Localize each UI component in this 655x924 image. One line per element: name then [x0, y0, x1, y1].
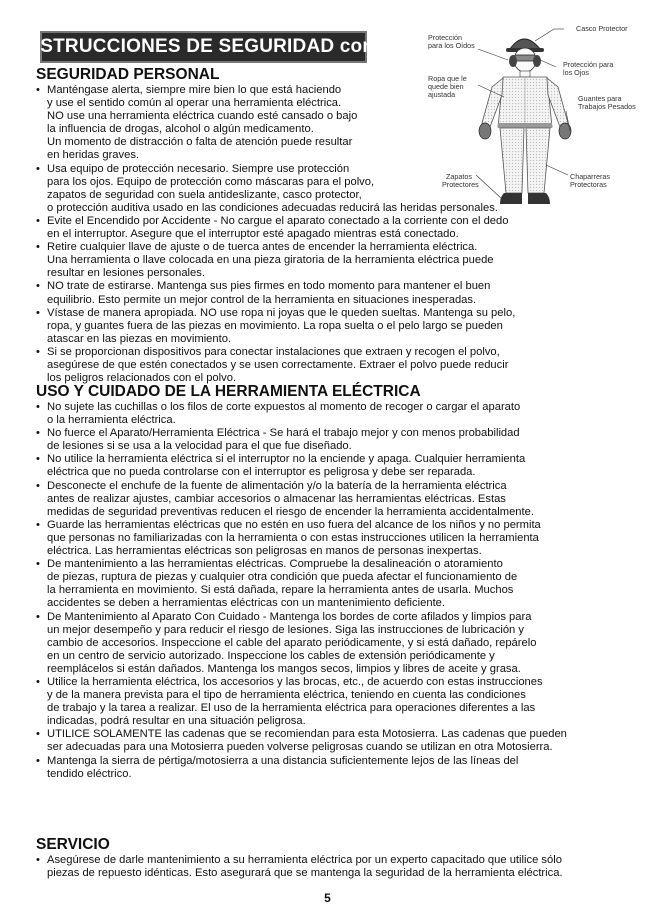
list-item-cont: que personas no familiarizadas con la herramienta o con estas instrucciones utilicen la herramienta	[47, 531, 539, 544]
list-item-cont: en heridas graves.	[47, 149, 140, 162]
heading-service: SERVICIO	[36, 836, 110, 853]
list-item: • No fuerce el Aparato/Herramienta Eléctrica - Se hará el trabajo mejor y con menos probabilidad	[36, 427, 567, 440]
list-item-cont: cambio de accesorios. Inspeccione el cable del aparato periódicamente, y si está dañado, repárelo	[47, 636, 537, 649]
list-item: • No utilice la herramienta eléctrica si el interruptor no la enciende y apaga. Cualquier herramienta	[36, 453, 567, 466]
list-item-cont: atascar en las piezas en movimiento.	[47, 332, 232, 345]
list-item-cont: eléctrica. Las herramientas eléctricas son peligrosas en manos de personas inexpertas.	[47, 545, 482, 558]
label-clothing-3: ajustada	[428, 90, 456, 99]
list-item: • Utilice la herramienta eléctrica, los accesorios y las brocas, etc., de acuerdo con estas instrucciones	[36, 676, 567, 689]
list-item: • NO trate de estirarse. Mantenga sus pies firmes en todo momento para mantener el buen	[36, 280, 515, 293]
list-item-cont: eléctrica que no pueda controlarse con el interruptor es peligrosa y debe ser reparada.	[47, 466, 476, 479]
list-item: • Guarde las herramientas eléctricas que no estén en uso fuera del alcance de los niños y no permita	[36, 519, 567, 532]
heading-personal-safety: SEGURIDAD PERSONAL	[36, 66, 220, 83]
list-item-cont: reemplácelos si están dañados. Mantenga los mangos secos, limpios y libres de aceite y grasa.	[47, 662, 521, 675]
label-gloves-1: Guantes para	[578, 94, 622, 103]
list-item-cont: medidas de seguridad preventivas reducen el riesgo de encender la herramienta accidentalmente.	[47, 505, 534, 518]
label-hearing-protection-1: Protección	[428, 33, 462, 42]
label-eye-protection-1: Protección para	[563, 60, 614, 69]
list-item-cont: los peligros relacionados con el polvo.	[47, 372, 237, 385]
list-item-cont: asegúrese de que estén conectados y se usen correctamente. Extraer el polvo puede reducir	[47, 358, 509, 371]
list-item-cont: de trabajo y la tarea a realizar. El uso de la herramienta eléctrica para operaciones diferentes a las	[47, 702, 536, 715]
list-item-cont: resultar en lesiones personales.	[47, 267, 205, 280]
list-item: • Mantenga la sierra de pértiga/motosierra a una distancia suficientemente lejos de las líneas del	[36, 755, 567, 768]
label-gloves-2: Trabajos Pesados	[578, 102, 636, 111]
service-list	[36, 854, 563, 880]
label-chaps-2: Protectoras	[570, 180, 607, 189]
list-item-cont: de piezas, ruptura de piezas y cualquier otra condición que pueda afectar el funcionamiento de	[47, 571, 518, 584]
label-hard-hat: Casco Protector	[576, 24, 628, 33]
list-item-cont: para los ojos. Equipo de protección como máscaras para el polvo,	[47, 175, 375, 188]
list-item-cont: o protección auditiva usado en las condiciones adecuadas reducirá las heridas personales.	[47, 201, 498, 214]
list-item: • Evite el Encendido por Accidente - No cargue el aparato conectado a la corriente con el dedo	[36, 215, 515, 228]
list-item-cont: y use el sentido común al operar una herramienta eléctrica.	[47, 97, 342, 110]
list-item: • Vístase de manera apropiada. NO use ropa ni joyas que le queden sueltas. Mantenga su pelo,	[36, 307, 515, 320]
label-chaps-1: Chaparreras	[570, 172, 610, 181]
personal-safety-list	[36, 84, 515, 385]
ear-muff-icon	[509, 55, 517, 67]
list-item-cont: o la herramienta eléctrica.	[47, 414, 176, 427]
tool-use-care-list	[36, 401, 567, 781]
list-item-cont: Una herramienta o llave colocada en una pieza giratoria de la herramienta eléctrica puede	[47, 254, 494, 267]
label-hearing-protection-2: para los Oídos	[428, 41, 475, 50]
list-item-cont: indicadas, podrá resultar en una situación peligrosa.	[47, 715, 306, 728]
list-item: • Si se proporcionan dispositivos para conectar instalaciones que extraen y recogen el polvo,	[36, 346, 515, 359]
label-clothing-2: quede bien	[428, 82, 464, 91]
list-item: • De Mantenimiento al Aparato Con Cuidado - Mantenga los bordes de corte afilados y limpios para	[36, 611, 567, 624]
list-item-cont: piezas de repuesto idénticas. Esto asegurará que se mantenga la seguridad de la herramienta eléctrica.	[47, 867, 563, 880]
list-item-cont: zapatos de seguridad con suela antideslizante, casco protector,	[47, 188, 362, 201]
label-shoes-1: Zapatos	[446, 172, 472, 181]
list-item-cont: en el interruptor. Asegure que el interruptor esté apagado mientras está conectado.	[47, 228, 459, 241]
list-item: • Usa equipo de protección necesario. Siempre use protección	[36, 163, 515, 176]
list-item-cont: y de la manera prevista para el tipo de herramienta eléctrica, teniendo en cuenta las condiciones	[47, 689, 526, 702]
list-item-cont: la herramienta en movimiento. Si está dañada, repare la herramienta antes de usarla. Muchos	[47, 584, 514, 597]
list-item-cont: un mejor desempeño y para reducir el riesgo de lesiones. Siga las instrucciones de lubricación y	[47, 623, 524, 636]
list-item-cont: en un centro de servicio autorizado. Inspeccione los cables de extensión periódicamente y	[47, 649, 495, 662]
list-item: • Manténgase alerta, siempre mire bien lo que está haciendo	[36, 84, 515, 97]
list-item-cont: ser adecuadas para una Motosierra pueden volverse peligrosas cuando se utilizan en otra Motosierra.	[47, 741, 553, 754]
list-item-cont: equilibrio. Esto permite un mejor control de la herramienta en situaciones inesperadas.	[47, 293, 477, 306]
list-item-cont: Un momento de distracción o falta de atención puede resultar	[47, 136, 353, 149]
list-item-cont: ropa, y guantes fuera de las piezas en movimiento. La ropa suelta o el pelo largo se pueden	[47, 319, 503, 332]
list-item: • Desconecte el enchufe de la fuente de alimentación y/o la batería de la herramienta eléctrica	[36, 480, 567, 493]
list-item: • No sujete las cuchillas o los filos de corte expuestos al momento de recoger o cargar el aparato	[36, 401, 567, 414]
page-number: 5	[324, 891, 331, 905]
section-banner: INSTRUCCIONES DE SEGURIDAD cont.	[40, 31, 367, 63]
list-item-cont: la influencia de drogas, alcohol o algún medicamento.	[47, 123, 314, 136]
label-shoes-2: Protectores	[442, 180, 479, 189]
list-item-cont: accidentes se deben a herramientas eléctricas con un mantenimiento deficiente.	[47, 597, 446, 610]
list-item-cont: tendido eléctrico.	[47, 767, 132, 780]
label-eye-protection-2: los Ojos	[563, 68, 589, 77]
heading-tool-use-care: USO Y CUIDADO DE LA HERRAMIENTA ELÉCTRICA	[36, 383, 421, 400]
list-item: • Asegúrese de darle mantenimiento a su herramienta eléctrica por un experto capacitado que utilice sólo	[36, 854, 563, 867]
goggles-icon	[514, 55, 536, 61]
list-item-cont: de lesiones si se usa a la velocidad para el que fue diseñado.	[47, 440, 352, 453]
list-item: • Retire cualquier llave de ajuste o de tuerca antes de encender la herramienta eléctrica.	[36, 241, 515, 254]
list-item: • UTILICE SOLAMENTE las cadenas que se recomiendan para esta Motosierra. Las cadenas que pueden	[36, 728, 567, 741]
list-item-cont: antes de realizar ajustes, cambiar accesorios o almacenar las herramientas eléctricas. Estas	[47, 492, 506, 505]
list-item-cont: NO use una herramienta eléctrica cuando esté cansado o bajo	[47, 110, 358, 123]
label-clothing-1: Ropa que le	[428, 74, 467, 83]
list-item: • De mantenimiento a las herramientas eléctricas. Compruebe la desalineación o atoramiento	[36, 558, 567, 571]
